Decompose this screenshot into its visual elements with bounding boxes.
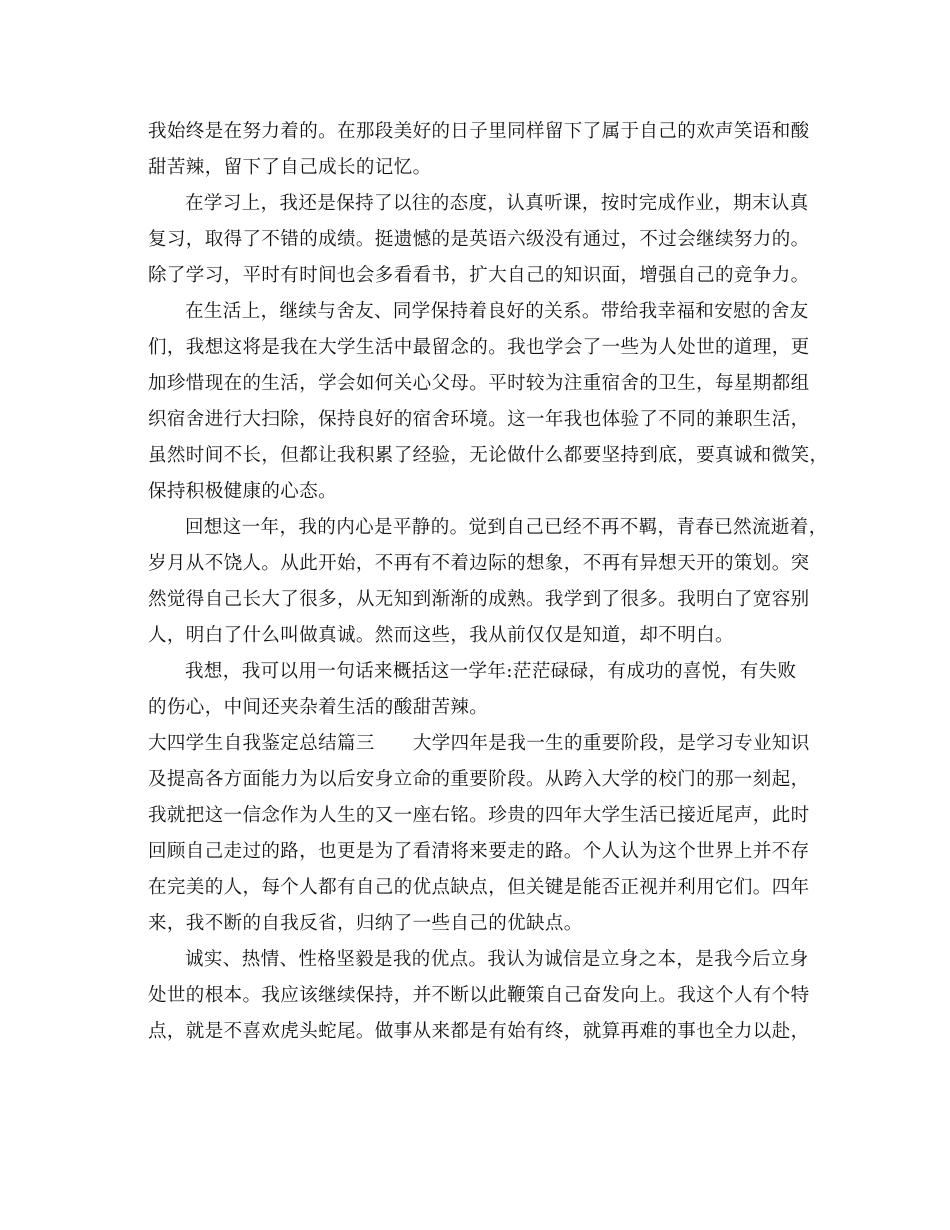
text-line: 人，明白了什么叫做真诚。然而这些，我从前仅仅是知道，却不明白。 [148,625,734,646]
text-line: 大学四年是我一生的重要阶段，是学习专业知识 [412,733,810,754]
text-line: 除了学习，平时有时间也会多看看书，扩大自己的知识面，增强自己的竞争力。 [148,265,810,286]
text-line: 的伤心，中间还夹杂着生活的酸甜苦辣。 [148,697,489,718]
section-heading: 大四学生自我鉴定总结篇三 [148,733,375,754]
text-line: 点，就是不喜欢虎头蛇尾。做事从来都是有始有终，就算再难的事也全力以赴， [148,1021,810,1042]
text-line: 复习，取得了不错的成绩。挺遗憾的是英语六级没有通过，不过会继续努力的。 [148,229,810,250]
text-line: 在完美的人，每个人都有自己的优点缺点，但关键是能否正视并利用它们。四年 [148,877,810,898]
text-line: 然觉得自己长大了很多，从无知到渐渐的成熟。我学到了很多。我明白了宽容别 [148,589,810,610]
section-heading-line [148,732,810,756]
paragraph-first-line: 我想，我可以用一句话来概括这一学年:茫茫碌碌，有成功的喜悦，有失败 [185,661,797,682]
text-line: 虽然时间不长，但都让我积累了经验，无论做什么都要坚持到底，要真诚和微笑， [148,445,829,466]
paragraph-first-line: 回想这一年，我的内心是平静的。觉到自己已经不再不羁，青春已然流逝着， [185,517,828,538]
text-line: 处世的根本。我应该继续保持，并不断以此鞭策自己奋发向上。我这个人有个特 [148,985,810,1006]
paragraph-first-line: 在生活上，继续与舍友、同学保持着良好的关系。带给我幸福和安慰的舍友 [185,301,809,322]
text-line: 来，我不断的自我反省，归纳了一些自己的优缺点。 [148,913,583,934]
text-line: 及提高各方面能力为以后安身立命的重要阶段。从跨入大学的校门的那一刻起， [148,769,810,790]
text-line: 回顾自己走过的路，也更是为了看清将来要走的路。个人认为这个世界上并不存 [148,841,810,862]
text-line: 我就把这一信念作为人生的又一座右铭。珍贵的四年大学生活已接近尾声，此时 [148,805,810,826]
paragraph-first-line: 在学习上，我还是保持了以往的态度，认真听课，按时完成作业，期末认真 [185,193,809,214]
paragraph-first-line: 诚实、热情、性格坚毅是我的优点。我认为诚信是立身之本，是我今后立身 [185,949,809,970]
text-line: 我始终是在努力着的。在那段美好的日子里同样留下了属于自己的欢声笑语和酸 [148,121,810,142]
text-line: 甜苦辣，留下了自己成长的记忆。 [148,157,432,178]
text-line: 们，我想这将是我在大学生活中最留念的。我也学会了一些为人处世的道理，更 [148,337,810,358]
text-line: 岁月从不饶人。从此开始，不再有不着边际的想象，不再有异想天开的策划。突 [148,553,810,574]
text-line: 织宿舍进行大扫除，保持良好的宿舍环境。这一年我也体验了不同的兼职生活， [148,409,810,430]
text-line: 加珍惜现在的生活，学会如何关心父母。平时较为注重宿舍的卫生，每星期都组 [148,373,810,394]
text-line: 保持积极健康的心态。 [148,481,338,502]
